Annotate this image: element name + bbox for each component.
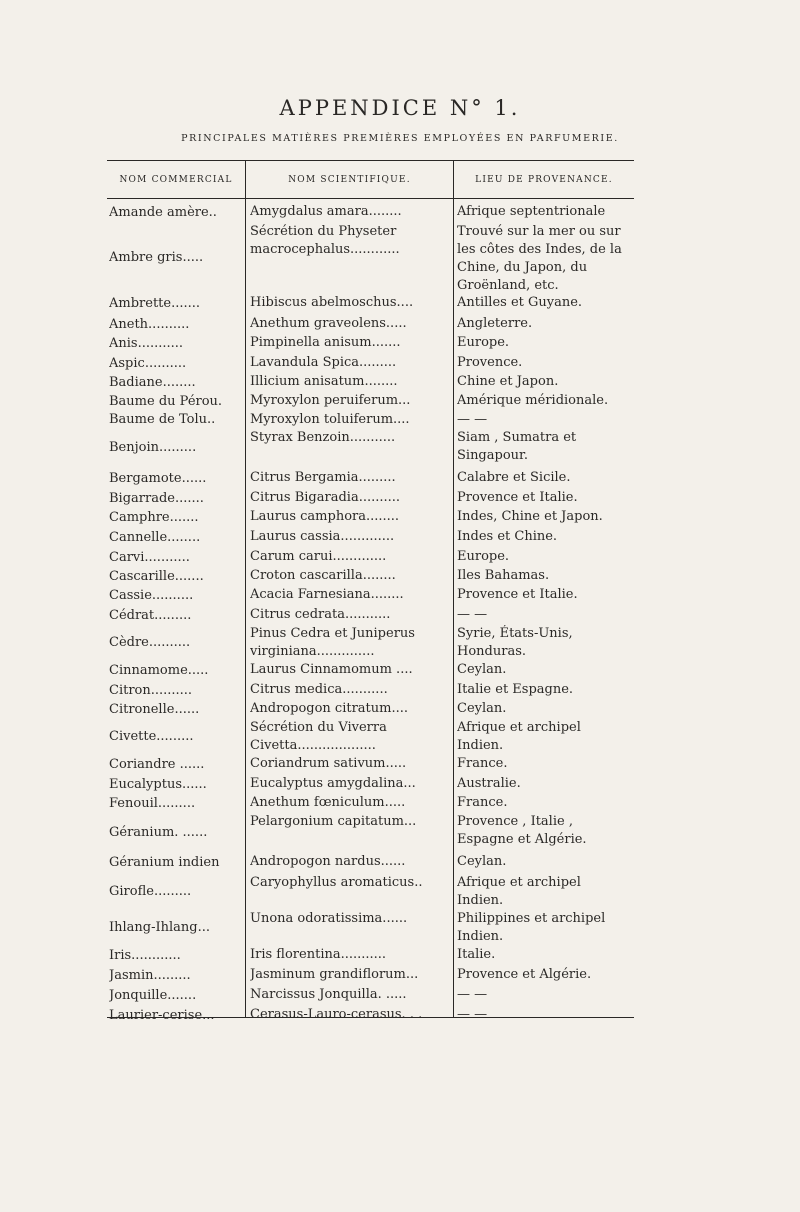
scientific-name-cell: Illicium anisatum........ xyxy=(250,374,398,389)
table-row xyxy=(107,813,634,853)
table-row xyxy=(107,469,634,489)
origin-cell: Antilles et Guyane. xyxy=(457,295,583,310)
scientific-name-cell: Andropogon nardus...... xyxy=(250,854,406,869)
table-row xyxy=(107,719,634,755)
origin-cell: Indes et Chine. xyxy=(457,529,558,544)
scientific-name-cell: Anethum fœniculum..... xyxy=(250,795,406,810)
table-row xyxy=(107,946,634,966)
origin-cell: Afrique et archipel Indien. xyxy=(457,875,581,908)
scientific-name-cell: Sécrétion du Viverra Civetta................... xyxy=(250,720,387,753)
commercial-name-cell: Géranium. ...... xyxy=(109,825,208,840)
table-row xyxy=(107,373,634,392)
commercial-name-cell: Eucalyptus...... xyxy=(109,776,207,792)
origin-cell: Indes, Chine et Japon. xyxy=(457,509,603,524)
scientific-name-cell: Laurus camphora........ xyxy=(250,509,400,524)
table-row xyxy=(107,775,634,794)
scientific-name-cell: Eucalyptus amygdalina... xyxy=(250,776,416,791)
table-row xyxy=(107,625,634,661)
commercial-name-cell: Girofle......... xyxy=(109,884,192,899)
scientific-name-cell: Myroxylon toluiferum.... xyxy=(250,412,410,427)
commercial-name-cell: Bigarrade....... xyxy=(109,490,204,506)
table-row xyxy=(107,203,634,223)
scientific-name-cell: Acacia Farnesiana........ xyxy=(250,587,404,602)
scientific-name-cell: Citrus Bergamia......... xyxy=(250,470,396,485)
commercial-name-cell: Jasmin......... xyxy=(109,968,191,983)
scientific-name-cell: Iris florentina........... xyxy=(250,947,387,962)
commercial-name-cell: Carvi........... xyxy=(109,549,190,565)
table-row xyxy=(107,755,634,775)
table-row xyxy=(107,489,634,508)
scientific-name-cell: Lavandula Spica......... xyxy=(250,355,397,370)
origin-cell: Ceylan. xyxy=(457,701,507,716)
commercial-name-cell: Civette......... xyxy=(109,729,194,744)
origin-cell: Iles Bahamas. xyxy=(457,568,550,583)
commercial-name-cell: Cinnamome..... xyxy=(109,663,209,678)
commercial-name-cell: Iris............ xyxy=(109,948,181,963)
origin-cell: Provence et Algérie. xyxy=(457,967,592,982)
origin-cell: Philippines et archipel Indien. xyxy=(457,911,606,944)
table-row xyxy=(107,411,634,429)
table-row xyxy=(107,986,634,1006)
commercial-name-cell: Cédrat......... xyxy=(109,607,192,623)
table-row xyxy=(107,223,634,293)
origin-cell: Syrie, États-Unis, Honduras. xyxy=(457,626,573,659)
materials-table xyxy=(107,160,634,1023)
scientific-name-cell: Pimpinella anisum....... xyxy=(250,335,401,350)
scientific-name-cell: Hibiscus abelmoschus.... xyxy=(250,295,414,310)
origin-cell: Amérique méridionale. xyxy=(457,393,609,408)
origin-cell: — — xyxy=(457,987,488,1002)
table-row xyxy=(107,315,634,334)
commercial-name-cell: Ihlang-Ihlang... xyxy=(109,920,211,935)
origin-cell: — — xyxy=(457,607,488,622)
table-row xyxy=(107,354,634,373)
scientific-name-cell: Myroxylon peruiferum... xyxy=(250,393,411,408)
table-row xyxy=(107,586,634,606)
commercial-name-cell: Badiane........ xyxy=(109,374,196,390)
commercial-name-cell: Aspic.......... xyxy=(109,355,187,371)
commercial-name-cell: Jonquille....... xyxy=(109,988,197,1003)
table-row xyxy=(107,294,634,313)
table-row xyxy=(107,966,634,986)
origin-cell: — — xyxy=(457,1007,488,1022)
page-subtitle: PRINCIPALES MATIÈRES PREMIÈRES EMPLOYÉES EN PARFUMERIE. xyxy=(181,133,619,144)
origin-cell: Ceylan. xyxy=(457,854,507,869)
origin-cell: Angleterre. xyxy=(457,316,533,331)
commercial-name-cell: Baume du Pérou. xyxy=(109,393,223,409)
commercial-name-cell: Aneth.......... xyxy=(109,316,190,332)
scientific-name-cell: Cerasus-Lauro-cerasus. . . xyxy=(250,1007,423,1022)
commercial-name-cell: Coriandre ...... xyxy=(109,757,205,772)
commercial-name-cell: Benjoin......... xyxy=(109,440,197,455)
scientific-name-cell: Citrus Bigaradia.......... xyxy=(250,490,401,505)
scientific-name-cell: Carum carui............. xyxy=(250,549,387,564)
scientific-name-cell: Andropogon citratum.... xyxy=(250,701,409,716)
table-row xyxy=(107,661,634,681)
commercial-name-cell: Baume de Tolu.. xyxy=(109,412,216,427)
scientific-name-cell: Amygdalus amara........ xyxy=(250,204,402,219)
table-row xyxy=(107,548,634,567)
commercial-name-cell: Bergamote...... xyxy=(109,471,207,486)
commercial-name-cell: Cèdre.......... xyxy=(109,635,191,650)
scientific-name-cell: Croton cascarilla........ xyxy=(250,568,396,583)
table-row xyxy=(107,606,634,625)
commercial-name-cell: Camphre....... xyxy=(109,510,199,525)
origin-cell: France. xyxy=(457,756,508,771)
header-commercial-name: NOM COMMERCIAL xyxy=(119,175,233,185)
origin-cell: Siam , Sumatra et Singapour. xyxy=(457,430,577,463)
scientific-name-cell: Laurus Cinnamomum .... xyxy=(250,662,413,677)
table-row xyxy=(107,853,634,872)
origin-cell: Europe. xyxy=(457,549,510,564)
scientific-name-cell: Unona odoratissima...... xyxy=(250,911,408,926)
origin-cell: Afrique et archipel Indien. xyxy=(457,720,581,753)
table-row xyxy=(107,681,634,700)
commercial-name-cell: Ambrette....... xyxy=(109,295,201,311)
scientific-name-cell: Anethum graveolens..... xyxy=(250,316,407,331)
table-row xyxy=(107,528,634,548)
origin-cell: Italie. xyxy=(457,947,496,962)
header-origin: LIEU DE PROVENANCE. xyxy=(475,175,613,185)
scientific-name-cell: Pelargonium capitatum... xyxy=(250,814,417,829)
table-row xyxy=(107,700,634,719)
origin-cell: Ceylan. xyxy=(457,662,507,677)
table-row xyxy=(107,392,634,411)
commercial-name-cell: Citron.......... xyxy=(109,682,193,698)
origin-cell: Afrique septentrionale xyxy=(457,204,606,219)
commercial-name-cell: Anis........... xyxy=(109,335,184,351)
table-row xyxy=(107,567,634,586)
origin-cell: Provence , Italie , Espagne et Algérie. xyxy=(457,814,587,847)
scientific-name-cell: Laurus cassia............. xyxy=(250,529,395,544)
origin-cell: Chine et Japon. xyxy=(457,374,559,389)
commercial-name-cell: Géranium indien xyxy=(109,854,220,870)
header-scientific-name: NOM SCIENTIFIQUE. xyxy=(288,175,411,185)
origin-cell: Australie. xyxy=(457,776,521,791)
scientific-name-cell: Styrax Benzoin........... xyxy=(250,430,396,445)
commercial-name-cell: Ambre gris..... xyxy=(109,250,204,265)
origin-cell: Italie et Espagne. xyxy=(457,682,574,697)
origin-cell: Trouvé sur la mer ou sur les côtes des Indes, de la Chine, du Japon, du Groënland, etc. xyxy=(457,224,622,293)
table-row xyxy=(107,1006,634,1026)
scientific-name-cell: Citrus medica........... xyxy=(250,682,388,697)
scientific-name-cell: Narcissus Jonquilla. ..... xyxy=(250,987,407,1002)
commercial-name-cell: Cassie.......... xyxy=(109,588,194,603)
commercial-name-cell: Laurier-cerise... xyxy=(109,1008,215,1023)
scientific-name-cell: Caryophyllus aromaticus.. xyxy=(250,875,423,890)
scientific-name-cell: Coriandrum sativum..... xyxy=(250,756,407,771)
origin-cell: Europe. xyxy=(457,335,510,350)
header-divider xyxy=(107,198,634,199)
origin-cell: Provence. xyxy=(457,355,523,370)
scientific-name-cell: Sécrétion du Physeter macrocephalus............ xyxy=(250,224,400,257)
table-row xyxy=(107,874,634,910)
origin-cell: Provence et Italie. xyxy=(457,490,578,505)
commercial-name-cell: Amande amère.. xyxy=(109,205,217,220)
commercial-name-cell: Cascarille....... xyxy=(109,568,204,584)
table-row xyxy=(107,794,634,813)
scientific-name-cell: Citrus cedrata........... xyxy=(250,607,391,622)
scientific-name-cell: Pinus Cedra et Juniperus virginiana.............. xyxy=(250,626,415,659)
page-title: APPENDICE N° 1. xyxy=(279,96,521,120)
table-row xyxy=(107,508,634,528)
commercial-name-cell: Cannelle........ xyxy=(109,530,201,545)
commercial-name-cell: Citronelle...... xyxy=(109,701,200,717)
origin-cell: Provence et Italie. xyxy=(457,587,578,602)
table-row xyxy=(107,910,634,946)
table-row xyxy=(107,429,634,467)
origin-cell: — — xyxy=(457,412,488,427)
commercial-name-cell: Fenouil......... xyxy=(109,795,196,811)
origin-cell: France. xyxy=(457,795,508,810)
table-row xyxy=(107,334,634,353)
scientific-name-cell: Jasminum grandiflorum... xyxy=(250,967,419,982)
origin-cell: Calabre et Sicile. xyxy=(457,470,571,485)
